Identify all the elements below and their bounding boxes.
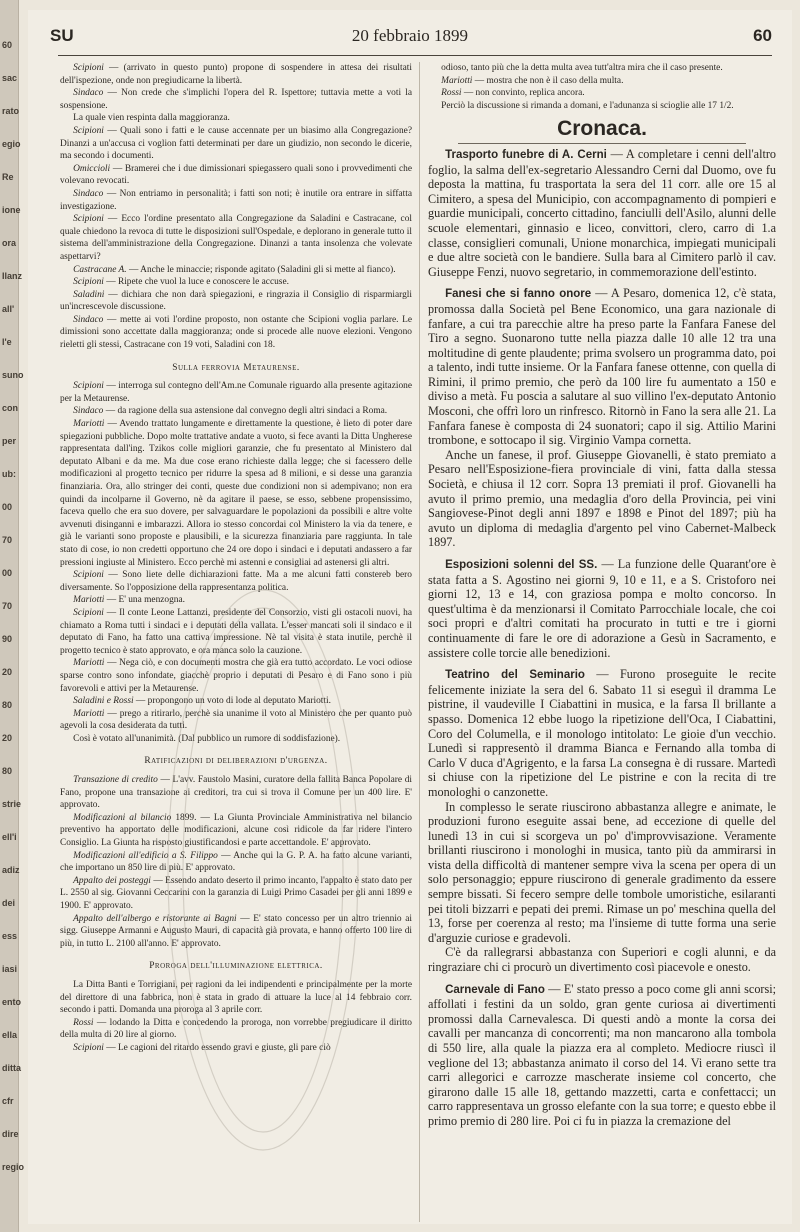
minutes-paragraph (60, 405, 412, 418)
minutes-paragraph (60, 418, 412, 569)
speaker-name: Mariotti (73, 595, 105, 606)
strip-fragment: regio (2, 1162, 25, 1172)
minutes-paragraph (60, 708, 412, 733)
speaker-name: Rossi (441, 88, 462, 99)
strip-fragment: 70 (2, 535, 13, 545)
minutes-paragraph (60, 594, 412, 607)
minutes-paragraph (60, 125, 412, 163)
article-body: — E' stato presso a poco come gli anni scorsi; affollati i festini da un soldo, gran gente curiosa ai divertimenti promossi dalla Carnevalesca. Di questi andò a monte la corsa dei cavalli per mancanza di concorrenti; ma non mancarono alla tombola di 550 lire, alla quale la piazza era al completo. Mediocre riuscì il veglione del 13; abbastanza animato il corso del 14. Vi erano sette tra carri allegorici e carrozze mascherate insieme col concerto, che girarono dalle 15 alle 18, gettando mazzetti, carta e confettacci; un carro rappresentava un grosso elefante con la sua torre; e questo ebbe il primo premio di 280 lire. Poi ci fu in piazza la cremazione del (428, 981, 776, 1128)
strip-fragment: ess (2, 931, 18, 941)
strip-fragment: 60 (2, 40, 13, 50)
minutes-paragraph (60, 1017, 412, 1042)
strip-fragment: rato (2, 106, 20, 116)
minutes-paragraph (60, 733, 412, 746)
news-article (428, 982, 776, 1136)
minutes-paragraph (60, 380, 412, 405)
paragraph-text: — Ripete che vuol la luce e conoscere le accuse. (106, 277, 289, 288)
speaker-name: Mariotti (73, 658, 105, 669)
minutes-paragraph (60, 188, 412, 213)
speaker-name: Castracane A. (73, 264, 127, 275)
speaker-name: Sindaco (73, 88, 104, 99)
section-heading: Sulla ferrovia Metaurense. (172, 362, 300, 373)
article-body: — A completare i cenni dell'altro foglio, la salma dell'ex-segretario Alessandro Cerni dal Duomo, ove fu deposta la mattina, fu trasportata la sera del 11 corr. alle ore 15 al Cimitero, a spesa del Municipio, con accompagnamento di pompieri e guardie municipali, concerto cittadino, fanciulli dell'Asilo, alunni delle scuole elementari, ginnasio e liceo, convittori, clero, carro di 1.a classe, consiglieri comunali, Unione monarchica, impiegati municipali e due altre società con le bandiere. Sulla bara al Cimitero parlò il cav. Giuseppe Fenzi, nuovo segretario, in commemorazione dell'estinto. (428, 146, 776, 279)
page-number: 60 (753, 26, 772, 45)
speaker-name: Omiccioli (73, 163, 111, 174)
speaker-name: Mariotti (73, 419, 105, 430)
strip-fragment: sac (2, 73, 18, 83)
paragraph-text: — Sono liete delle dichiarazioni fatte. Ma a me alcuni fatti constereb bero diversamente. So l'opposizione della rappresentanza politica. (60, 570, 412, 593)
speaker-name: Scipioni (73, 570, 104, 581)
minutes-paragraph (60, 875, 412, 913)
strip-fragment: ditta (2, 1063, 21, 1073)
article-paragraph: Anche un fanese, il prof. Giuseppe Giovanelli, è stato premiato a Pesaro nell'Esposizione-fiera provinciale di vini, fatta dalla stessa Società, e chiusa il 12 corr. Sopra 13 premiati il prof. Giovanelli ha avuto il primo premio, una medaglia d'oro della Provincia, pei vini Sangiovese-Pinot degli anni 1897 e 1898 e Pinot del 1897; più ha avuto un diploma di medaglia d'argento pel vino Cabernet-Malbeck 1897. (428, 447, 776, 550)
strip-fragment: 20 (2, 667, 13, 677)
strip-fragment: ora (2, 238, 17, 248)
article-paragraph: In complesso le serate riuscirono abbastanza allegre e animate, le produzioni furono eseguite assai bene, ad eccezione di quelle del lunedì 13 in cui si scorgeva un po' d'improvvisazione. Veramente brillanti riuscirono i monologhi in musica, tanto più da ammirarsi in vista della difficoltà di mantener sempre viva la scena per opera di un solo personaggio; eppure riuscirono di generale gradimento da essere sempre bissati. Si fecero sempre delle tombole umoristiche, esilaranti pei titoli bizzarri e pepati dei premi. Rimase un po' meschina quella del 13, forse per coerenza al resto; ma l'insieme di tutte forma una serie d'arguzie curiose e gradevoli. (428, 799, 776, 945)
paragraph-text: — E' una menzogna. (106, 595, 185, 606)
newspaper-page (28, 10, 792, 1224)
section-heading: Proroga dell'illuminazione elettrica. (149, 961, 323, 972)
minutes-paragraph (60, 213, 412, 263)
article-paragraph: C'è da rallegrarsi abbastanza con Superiori e cogli alunni, e da ringraziare chi ci procurò un divertimento così piacevole e onesto. (428, 945, 776, 975)
article-title: Trasporto funebre di A. Cerni (445, 148, 607, 161)
speaker-name: Modificazioni all'edificio a S. Filippo (73, 850, 218, 861)
paragraph-text: — mostra che non è il caso della multa. (474, 75, 624, 86)
paragraph-text: — Non entriamo in personalità; i fatti son noti; è inutile ora entrare in siffatta investigazione. (60, 188, 413, 212)
minutes-paragraph (60, 979, 412, 1017)
strip-fragment: con (2, 403, 19, 413)
paragraph-text: — non convinto, replica ancora. (463, 88, 585, 99)
minutes-paragraph (60, 87, 412, 112)
adjacent-page-strip (0, 0, 25, 1232)
header-left: SU (50, 26, 74, 45)
paragraph-text: — lodando la Ditta e concedendo la proroga, non vorrebbe pregiudicare il diritto della multa di 20 lire al giorno. (60, 1017, 412, 1041)
news-article (428, 667, 776, 981)
minutes-paragraph (60, 774, 412, 812)
strip-fragment: per (2, 436, 17, 446)
paragraph-text: — interroga sul contegno dell'Am.ne Comunale riguardo alla presente agitazione per la Metaurense. (60, 381, 412, 404)
speaker-name: Appalto dell'albergo e ristorante ai Bagni (73, 913, 237, 924)
minutes-paragraph (428, 75, 776, 88)
minutes-paragraph (60, 314, 412, 352)
article-body: — La funzione delle Quarant'ore è stata fatta a S. Agostino nei giorni 9, 10 e 11, e a S. Cristoforo nei giorni 12, 13 e 14, con graziosa pompa e molto concorso. In quest'ultima è da menzionarsi il Comitato Parrocchiale locale, che coi soci propri e d'altri comitati ha procurato in tutti e tre i giorni continuamente di fare le ore di adorazione a Gesù in Sacramento, e assistere colle torcie alle benedizioni. (428, 557, 777, 660)
speaker-name: Appalto dei posteggi (73, 875, 151, 886)
paragraph-text: — Essendo andato deserto il primo incanto, l'appalto è stato dato per L. 2550 al sig. Giovanni Ceccarini con la garanzia di Luigi Primo Casadei per gli anni 1899 e 1900. E' approvato. (60, 875, 412, 911)
paragraph-text: La Ditta Banti e Torrigiani, per ragioni da lei indipendenti e principalmente per la morte del direttore di una fabbrica, non è stata in grado di attuare la luce al 14 febbraio corr. secondo i patti. Domanda una proroga al 3 aprile corr. (60, 979, 412, 1016)
strip-fragment: l'e (2, 337, 12, 347)
strip-fragment: 70 (2, 601, 13, 611)
minutes-paragraph (60, 289, 412, 314)
speaker-name: Scipioni (73, 214, 104, 225)
paragraph-text: — E' stato concesso per un altro triennio ai sigg. Giuseppe Armanni e Augusto Mauri, di capacità già provata, e hanno offerto 100 lire di più, in tutto L. 2100 all'anno. E' approvato. (60, 913, 412, 949)
paragraph-text: Perciò la discussione si rimanda a domani, e l'adunanza si scioglie alle 17 1/2. (441, 100, 734, 111)
article-title: Teatrino del Seminario (445, 669, 585, 682)
strip-fragment: ub: (2, 469, 16, 479)
paragraph-text: — mette ai voti l'ordine proposto, non ostante che Scipioni voglia parlare. Le dimissioni sono accettate dalla maggioranza; onde si procede alle nuove elezioni. Vengono rieletti gli stessi, Castracane con 19 voti, Saladini con 18. (60, 314, 412, 351)
strip-fragment: ento (2, 997, 21, 1007)
minutes-paragraph (60, 607, 412, 657)
speaker-name: Rossi (73, 1017, 94, 1028)
speaker-name: Scipioni (73, 381, 104, 392)
paragraph-text: — Anche le minaccie; risponde agitato (Saladini gli si mette al fianco). (128, 264, 396, 275)
page-header (38, 24, 782, 50)
strip-fragment: all' (2, 304, 15, 314)
header-rule (58, 55, 772, 56)
speaker-name: Mariotti (73, 708, 105, 719)
articles-list (428, 147, 776, 1136)
strip-fragment: 80 (2, 700, 13, 710)
paragraph-text: — Avendo trattato lungamente e direttamente la questione, è lieto di poter dare spiegazioni pubbliche. Dopo molte trattative andate a vuoto, si fece avanti la Ditta Ungherese rappresentata dall'ing. Tzikos colle migliori garanzie, che fu presentato al Ministero dal deputato Albani e da me. Ma due cose erano richieste dalla legge; che si facessero delle modificazioni al progetto tecnico per ridurre la spesa ad 8 milioni, e si desse una garanzia finanziaria. Ora, allo stringer dei conti, queste due condizioni non si adempivano; non era quindi da incolparne il Governo, nè da agitare il paese, se esso, sebbene propensissimo, faceva quello che era suo dovere, per salvaguardare le popolazioni da possibili e altre volte avvenuti disinganni e imbarazzi. Allora io stesso concordai col Ministero la via da tenere, e già le varianti sono proposte e plausibili, e la sicurezza finanziaria pare raggiunta. In tale stato di cose, io non credetti opportuno che 24 ore dopo i sindaci e i deputati andassero a far pressioni ingiuste al Ministero. Ecco perchè mi astenni e consigliai ad astenersi gli altri. (60, 419, 412, 568)
right-column (428, 62, 776, 1222)
minutes-paragraph (428, 100, 776, 113)
strip-fragment: 00 (2, 502, 13, 512)
strip-fragment: 20 (2, 733, 13, 743)
header-date: 20 febbraio 1899 (351, 26, 469, 45)
paragraph-text: — Non crede che s'implichi l'opera del R. Ispettore; tuttavia mette a voti la sospensione. (60, 88, 412, 111)
article-body: — Furono proseguite le recite felicemente iniziate la sera del 6. Sabato 11 si eseguì il dramma Le pistrine, il vaudeville I Ciabattini in musica, e la farsa Il brillante a spasso. Domenica 12 ebbe luogo la ripetizione dell'Oca, I Ciabattini, Coro del Columella, e il monologo intitolato: Le gioie d'un vecchio. Lunedì si rappresentò il dramma Bianca e Fernando alla tomba di Carlo V duca d'Agrigento, e la farsa La consegna è di russare. Martedì si chiuse con la ripetizione del Le pistrine e con la recita di tre monologhi o canzonette. (428, 667, 776, 799)
paragraph-text: — Il conte Leone Lattanzi, presidente del Consorzio, visti gli ostacoli nuovi, ha chiamato a Roma tutti i sindaci e i deputati della vallata. L'esser mancati soli il sindaco e il deputato di Fano, ha fatto una cattiva impressione. Nè tal visita è stata inutile, perchè il progetto tecnico è stato approvato, e ora manca solo la cauzione. (60, 607, 413, 656)
minutes-paragraph (60, 695, 412, 708)
article-body: — A Pesaro, domenica 12, c'è stata, promossa dalla Società pel Bene Economico, una gara nazionale di fanfare, a cui tra parecchie altre ha preso parte la Fanfara Fanese del Tiro a segno. Suonarono tutte nella piazza dalle 10 alle 12 tra una moltitudine di gente plaudente; prima svolsero un programma dato, poi a talento, indi tutte insieme. Or la Fanfara fanese ottenne, con quella di Rimini, il primo premio, che però da 100 lire fu aumentato a 150 e diviso a metà. Fu poscia a salutare al suo villino l'ex-deputato Antonio Mosconi, che offrì loro un rinfresco. Ritornò in Fano la sera alle 21. La Fanfara fanese è composta di 24 suonatori; capo il sig. Attilio Marini trombone, e sottocapo il sig. Virginio Vampa cornetta. (428, 286, 777, 448)
speaker-name: Sindaco (73, 314, 104, 325)
strip-fragment: iasi (2, 964, 18, 974)
paragraph-text: — Quali sono i fatti e le cause accennate per un biasimo alla Congregazione? Dinanzi a un'accusa ci voglion fatti determinati per dare un giudizio, non secondo le dicerie, ma secondo i documenti. (60, 125, 413, 162)
paragraph-text: — prego a ritirarlo, perchè sia unanime il voto al Ministero che per quanto può agevoli la cosa desiderata da tutti. (60, 708, 412, 732)
cronaca-heading: Cronaca. (557, 117, 647, 141)
news-article (428, 286, 776, 557)
minutes-paragraph (60, 62, 412, 87)
article-lead (428, 667, 776, 799)
minutes-paragraph (60, 850, 412, 875)
minutes-paragraph (60, 264, 412, 277)
paragraph-text: — Le cagioni del ritardo essendo gravi e giuste, gli pare ciò (106, 1042, 331, 1053)
paragraph-text: — Anche qui la G. P. A. ha fatto alcune varianti, che importano un 850 lire di più. E' approvato. (60, 850, 413, 874)
minutes-paragraph (60, 276, 412, 289)
minutes-paragraph (60, 812, 412, 850)
minutes-paragraph (428, 62, 776, 75)
article-lead (428, 147, 776, 279)
news-article (428, 147, 776, 286)
minutes-paragraph (60, 569, 412, 594)
speaker-name: Scipioni (73, 277, 104, 288)
strip-fragment: egio (2, 139, 21, 149)
column-divider (419, 62, 420, 1222)
paragraph-text: — propongono un voto di lode al deputato Mariotti. (135, 696, 331, 707)
minutes-paragraph (60, 1042, 412, 1055)
speaker-name: Mariotti (441, 75, 473, 86)
paragraph-text: — Nega ciò, e con documenti mostra che già era tutto accordato. Le voci odiose sparse contro sono infondate, giacchè proprio i deputati di Pesaro e di Fano sono i più favorevoli e attivi per la Metaurense. (60, 658, 413, 694)
paragraph-text: — L'avv. Faustolo Masini, curatore della fallita Banca Popolare di Fano, propone una transazione ai creditori, tra cui si trova il Comune per un 400 lire. E' approvato. (60, 775, 413, 811)
paragraph-text: — (arrivato in questo punto) propone di sospendere in attesa dei risultati dell'ispezione, onde non pregiudicarne la libertà. (60, 63, 412, 86)
article-lead (428, 982, 776, 1129)
strip-fragment: strie (2, 799, 22, 809)
paragraph-text: 1899. — La Giunta Provinciale Amministrativa nel bilancio preventivo ha apportato delle modificazioni, alcune così ridicole da far ridere l'intero Consiglio. La Giunta ha risposto giustificandosi e parte accettandole. E' approvato. (60, 812, 412, 849)
speaker-name: Transazione di credito (73, 775, 158, 786)
minutes-paragraph (60, 112, 412, 125)
section-heading: Ratificazioni di deliberazioni d'urgenza. (144, 756, 328, 767)
speaker-name: Saladini (73, 289, 105, 300)
strip-fragment: Re (2, 172, 14, 182)
news-article (428, 557, 776, 667)
article-lead (428, 557, 776, 660)
strip-fragment: Ilanz (2, 271, 23, 281)
speaker-name: Scipioni (73, 1042, 104, 1053)
strip-fragment: 80 (2, 766, 13, 776)
paragraph-text: — da ragione della sua astensione dal convegno degli altri sindaci a Roma. (105, 406, 388, 417)
strip-fragment: ione (2, 205, 21, 215)
council-minutes-continuation (428, 62, 776, 112)
paragraph-text: odioso, tanto più che la detta multa avea tutt'altra mira che il caso presente. (441, 63, 723, 73)
left-column (60, 62, 412, 1222)
strip-fragment: 90 (2, 634, 13, 644)
strip-fragment: dire (2, 1129, 19, 1139)
speaker-name: Sindaco (73, 188, 104, 199)
speaker-name: Scipioni (73, 63, 104, 73)
minutes-paragraph (60, 657, 412, 695)
article-title: Esposizioni solenni del SS. (445, 559, 598, 571)
strip-fragment: dei (2, 898, 16, 908)
strip-fragment: 00 (2, 568, 13, 578)
minutes-paragraph (428, 87, 776, 100)
strip-fragment: suno (2, 370, 24, 380)
paragraph-text: — dichiara che non darà spiegazioni, e ringrazia il Consiglio di risparmiargli un'increscevole discussione. (60, 289, 413, 313)
strip-fragment: ella (2, 1030, 18, 1040)
strip-fragment: adiz (2, 865, 20, 875)
article-lead (428, 286, 776, 448)
speaker-name: Saladini e Rossi (73, 696, 134, 707)
strip-fragment: cfr (2, 1096, 14, 1106)
article-title: Fanesi che si fanno onore (445, 288, 592, 301)
speaker-name: Scipioni (73, 607, 104, 618)
minutes-paragraph (60, 913, 412, 951)
minutes-paragraph (60, 163, 412, 188)
speaker-name: Modificazioni al bilancio (73, 812, 172, 823)
paragraph-text: — Bramerei che i due dimissionari spiegassero quali sono i provvedimenti che volevano revocati. (60, 163, 412, 187)
article-title: Carnevale di Fano (445, 983, 545, 996)
paragraph-text: Così è votato all'unanimità. (Dal pubblico un rumore di soddisfazione). (73, 733, 341, 744)
speaker-name: Sindaco (73, 406, 104, 417)
paragraph-text: La quale vien respinta dalla maggioranza. (73, 113, 230, 124)
paragraph-text: — Ecco l'ordine presentato alla Congregazione da Saladini e Castracane, col quale chiedono la revoca di tutte le disposizioni sull'Ospedale, e deplorano in generale tutto il sistema dell'amministrazione della Congregazione. Dinanzi a tanta insolenza che volevate aspettarvi? (60, 214, 412, 262)
speaker-name: Scipioni (73, 125, 104, 136)
strip-fragment: ell'i (2, 832, 17, 842)
